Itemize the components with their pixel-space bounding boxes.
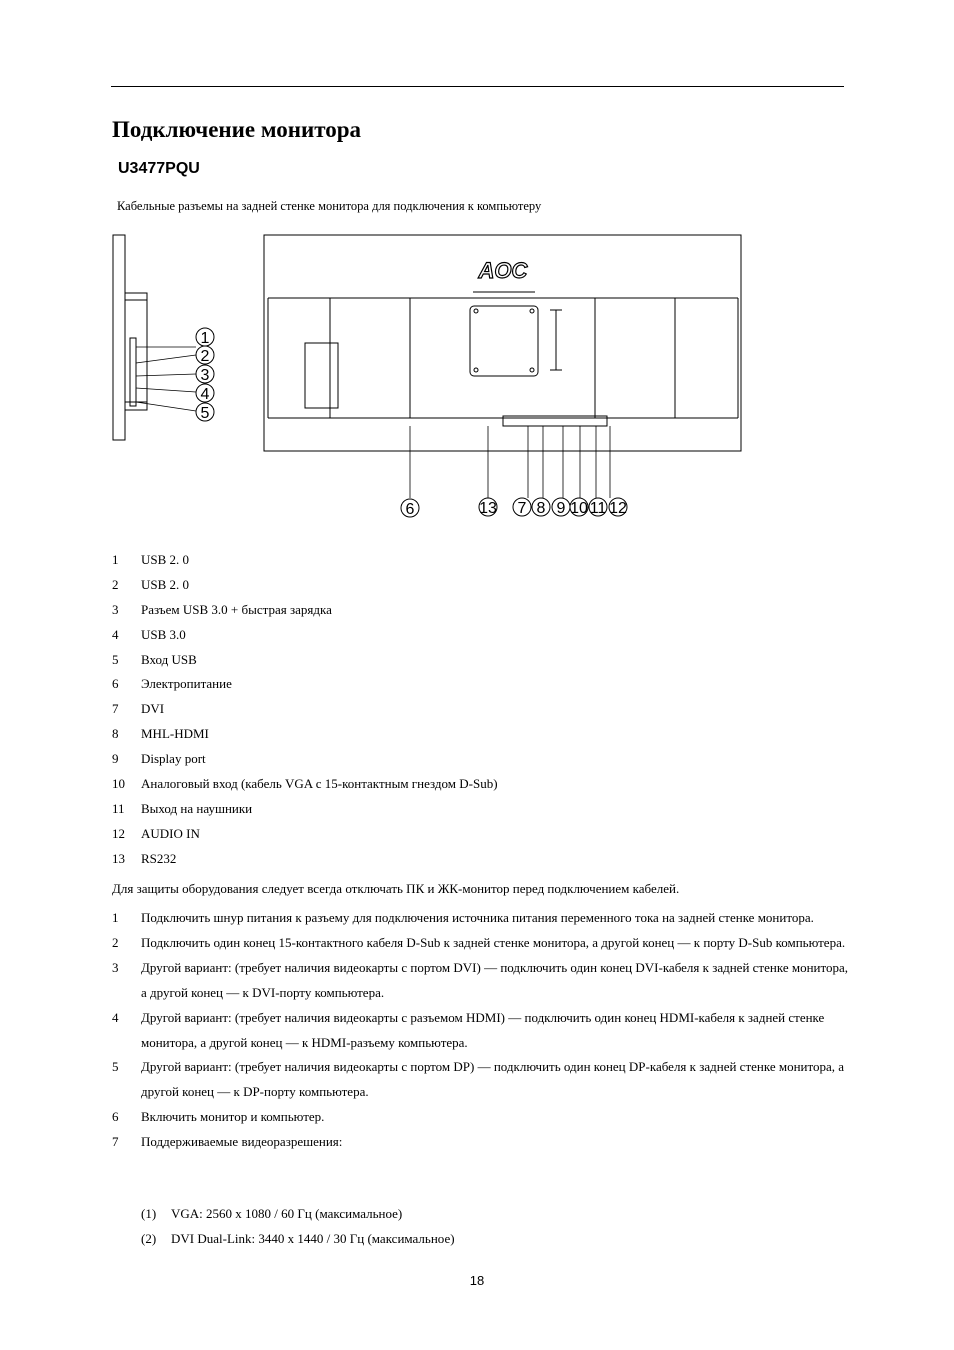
callout-6: 6 xyxy=(405,501,415,518)
legend-item: 6 Электропитание xyxy=(112,676,232,692)
safety-note: Для защиты оборудования следует всегда отключать ПК и ЖК-монитор перед подключением кабелей. xyxy=(112,881,680,896)
callout-3: 3 xyxy=(200,367,210,384)
bottom-leader-lines xyxy=(410,426,610,498)
callout-10: 10 xyxy=(570,500,588,517)
legend-item: 12 AUDIO IN xyxy=(112,825,200,841)
step-item: 4 Другой вариант: (требует наличия видеокарты с разъемом HDMI) — подключить один конец HDMI-кабеля к задней стенке монитора, а другой конец — к HDMI-разъему компьютера. xyxy=(112,1009,825,1050)
step-item: 3 Другой вариант: (требует наличия видеокарты с портом DVI) — подключить один конец DVI-кабеля к задней стенке монитора, а другой конец — к DVI-порту компьютера. xyxy=(112,959,849,1000)
resolution-item: (2) DVI Dual-Link: 3440 x 1440 / 30 Гц (максимальное) xyxy=(141,1231,455,1246)
legend-item: 5 Вход USB xyxy=(112,651,197,667)
diagram-caption: Кабельные разъемы на задней стенке монитора для подключения к компьютеру xyxy=(117,199,542,213)
legend-item: 1 USB 2. 0 xyxy=(112,552,190,567)
monitor-side-view xyxy=(113,235,147,440)
step-item: 1 Подключить шнур питания к разъему для подключения источника питания переменного тока на задней стенке монитора. xyxy=(112,910,814,925)
side-leader-lines xyxy=(136,347,196,411)
step-item: 6 Включить монитор и компьютер. xyxy=(112,1109,325,1125)
callout-5: 5 xyxy=(200,405,210,422)
connection-steps xyxy=(112,906,852,1155)
callout-12: 12 xyxy=(609,500,627,517)
page-number: 18 xyxy=(469,1273,485,1288)
resolution-list xyxy=(141,1204,455,1254)
callout-11: 11 xyxy=(589,500,607,517)
callout-1: 1 xyxy=(200,330,210,347)
legend-item: 7 DVI xyxy=(112,701,165,717)
callout-9: 9 xyxy=(556,500,566,517)
step-item: 7 Поддерживаемые видеоразрешения: xyxy=(112,1134,343,1150)
monitor-rear-diagram xyxy=(108,230,748,530)
header-rule xyxy=(111,86,844,87)
callout-2: 2 xyxy=(200,348,210,365)
callout-8: 8 xyxy=(536,500,546,517)
connector-legend xyxy=(112,552,498,876)
aoc-logo: AOC xyxy=(478,258,528,283)
legend-item: 13 RS232 xyxy=(112,850,177,866)
legend-item: 11 Выход на наушники xyxy=(112,800,253,816)
legend-item: 4 USB 3.0 xyxy=(112,626,186,642)
page-title: Подключение монитора xyxy=(112,117,362,142)
legend-item: 3 Разъем USB 3.0 + быстрая зарядка xyxy=(112,601,332,617)
callout-13: 13 xyxy=(479,500,497,517)
resolution-item: (1) VGA: 2560 x 1080 / 60 Гц (максимальное) xyxy=(141,1206,403,1221)
step-item: 2 Подключить один конец 15-контактного кабеля D-Sub к задней стенке монитора, а другой конец — к порту D-Sub компьютера. xyxy=(112,934,846,950)
step-item: 5 Другой вариант: (требует наличия видеокарты с портом DP) — подключить один конец DP-кабеля к задней стенке монитора, а другой конец — к DP-порту компьютера. xyxy=(112,1059,845,1100)
callout-7: 7 xyxy=(517,500,527,517)
legend-item: 10 Аналоговый вход (кабель VGA с 15-контактным гнездом D-Sub) xyxy=(112,776,498,792)
legend-item: 9 Display port xyxy=(112,751,206,767)
model-name: U3477PQU xyxy=(118,160,200,177)
legend-item: 8 MHL-HDMI xyxy=(112,726,209,742)
legend-item: 2 USB 2. 0 xyxy=(112,576,190,592)
callout-4: 4 xyxy=(200,386,210,403)
